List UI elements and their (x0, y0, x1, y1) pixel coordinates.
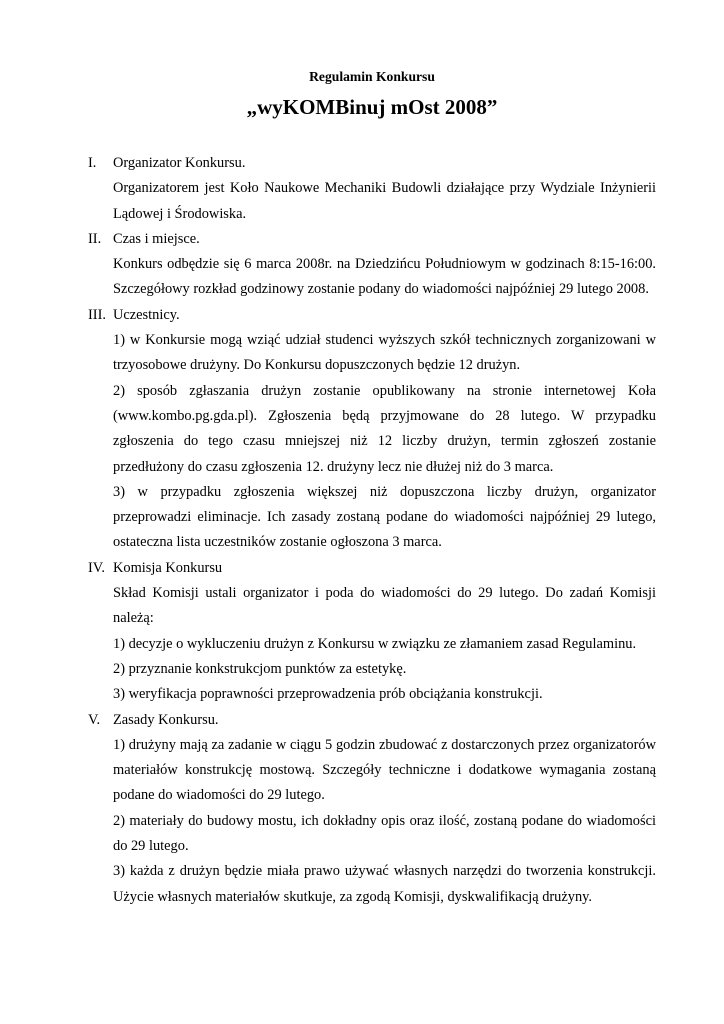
section-paragraph: 3) w przypadku zgłoszenia większej niż dopuszczona liczby drużyn, organizator przeprowadzi eliminacje. Ich zasady zostaną podane do wiadomości najpóźniej 29 lutego, ostateczna lista uczestników zostanie ogłoszona 3 marca. (113, 483, 656, 551)
document-title: Regulamin Konkursu (309, 69, 435, 84)
section-body (113, 303, 656, 556)
section-body (113, 227, 656, 303)
section-body (113, 556, 656, 708)
section (88, 303, 656, 556)
section-body (113, 151, 656, 227)
sections-list (88, 151, 656, 910)
section-paragraph: Organizatorem jest Koło Naukowe Mechaniki Budowli działające przy Wydziale Inżynierii Lądowej i Środowiska. (113, 180, 656, 222)
section-number: II. (88, 230, 102, 247)
section-paragraph: 2) przyznanie konkstrukcjom punktów za estetykę. (113, 660, 407, 677)
section-number: IV. (88, 559, 105, 576)
section-number: I. (88, 155, 97, 171)
section-heading: Zasady Konkursu. (113, 711, 219, 728)
section-paragraph: Konkurs odbędzie się 6 marca 2008r. na Dziedzińcu Południowym w godzinach 8:15-16:00. Szczegółowy rozkład godzinowy zostanie podany do wiadomości najpóźniej 29 lutego 2008. (113, 256, 656, 298)
section-heading: Organizator Konkursu. (113, 155, 246, 171)
section (88, 151, 656, 227)
section-paragraph: 2) sposób zgłaszania drużyn zostanie opublikowany na stronie internetowej Koła (www.kombo.pg.gda.pl). Zgłoszenia będą przyjmowane do 28 lutego. W przypadku zgłoszenia do tego czasu mniejszej niż 12 liczby drużyn, termin zgłoszeń zostanie przedłużony do czasu zgłoszenia 12. drużyny lecz nie dłużej niż do 3 marca. (113, 382, 656, 475)
section (88, 556, 656, 708)
section-number: V. (88, 711, 101, 728)
section-heading: Czas i miejsce. (113, 230, 200, 247)
section-paragraph: Skład Komisji ustali organizator i poda do wiadomości do 29 lutego. Do zadań Komisji należą: (113, 585, 656, 627)
section-paragraph: 1) decyzje o wykluczeniu drużyn z Konkursu w związku ze złamaniem zasad Regulaminu. (113, 635, 637, 652)
section (88, 708, 656, 910)
section-paragraph: 3) weryfikacja poprawności przeprowadzenia prób obciążania konstrukcji. (113, 686, 543, 703)
section-paragraph: 1) w Konkursie mogą wziąć udział studenci wyższych szkół technicznych zorganizowani w trzyosobowe drużyny. Do Konkursu dopuszczonych będzie 12 drużyn. (113, 332, 656, 374)
section-paragraph: 2) materiały do budowy mostu, ich dokładny opis oraz ilość, zostaną podane do wiadomości do 29 lutego. (113, 812, 656, 855)
section-number: III. (88, 306, 106, 323)
section (88, 227, 656, 303)
document-subtitle: „wyKOMBinuj mOst 2008” (246, 95, 498, 119)
section-paragraph: 3) każda z drużyn będzie miała prawo używać własnych narzędzi do tworzenia konstrukcji. Użycie własnych materiałów skutkuje, za zgodą Komisji, dyskwalifikacją drużyny. (113, 863, 656, 905)
section-heading: Uczestnicy. (113, 306, 180, 323)
section-paragraph: 1) drużyny mają za zadanie w ciągu 5 godzin zbudować z dostarczonych przez organizatorów materiałów konstrukcję mostową. Szczegóły techniczne i dodatkowe wymagania zostaną podane do wiadomości do 29 lutego. (113, 736, 656, 804)
section-body (113, 708, 656, 910)
section-heading: Komisja Konkursu (113, 559, 223, 576)
